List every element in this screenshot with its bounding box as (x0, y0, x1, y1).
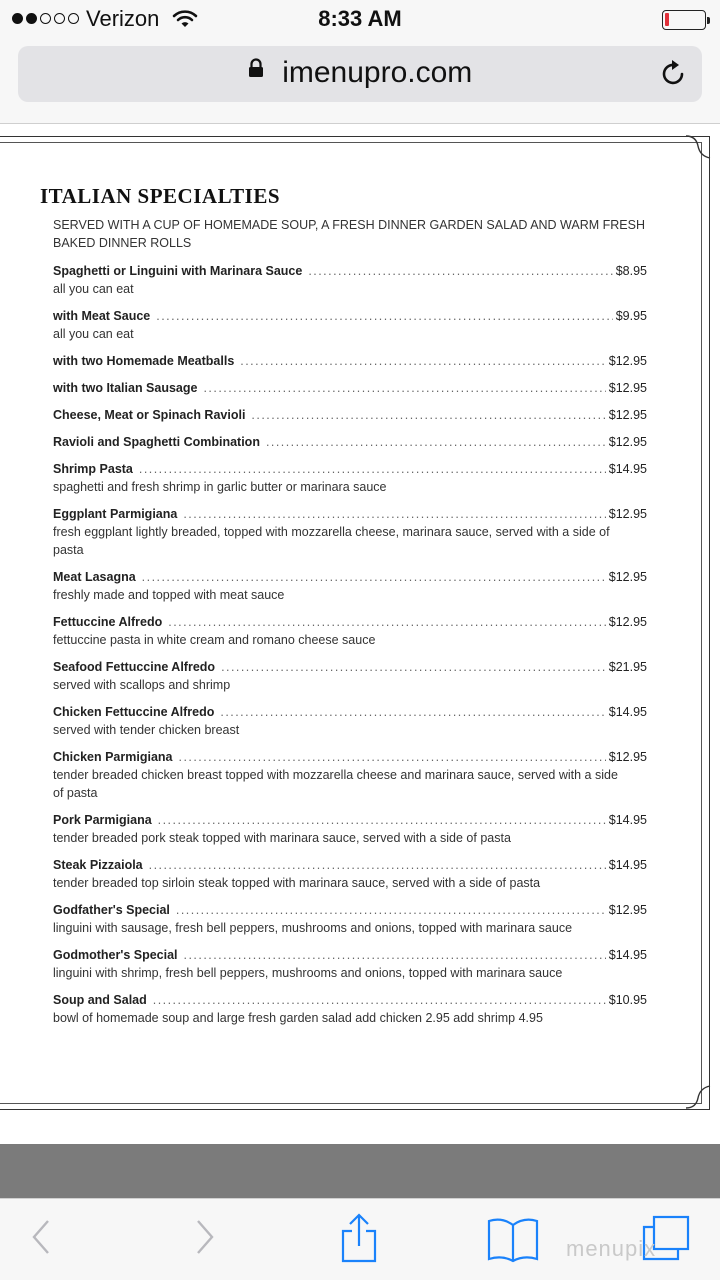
menu-item-row (53, 505, 647, 523)
menu-item-description: served with scallops and shrimp (53, 678, 231, 692)
menu-item-name: Pork Parmigiana (53, 813, 152, 827)
menu-item-name: Meat Lasagna (53, 570, 136, 584)
corner-ornament-bottom (684, 1082, 714, 1112)
menu-item-description: tender breaded pork steak topped with marinara sauce, served with a side of pasta (53, 831, 511, 845)
menu-item-row (53, 946, 647, 964)
menu-item-description: tender breaded top sirloin steak topped with marinara sauce, served with a side of pasta (53, 876, 541, 890)
menu-item-price: $14.95 (608, 813, 647, 827)
menu-item (53, 352, 647, 370)
menu-item-price: $21.95 (608, 660, 647, 674)
menu-item-name: Steak Pizzaiola (53, 858, 143, 872)
menu-item-price: $12.95 (608, 507, 647, 521)
menu-section-title: ITALIAN SPECIALTIES (40, 184, 281, 208)
menu-item-description: served with tender chicken breast (53, 723, 240, 737)
dot-leader (240, 352, 605, 370)
menu-item-name: Spaghetti or Linguini with Marinara Sauce (53, 264, 303, 278)
page-footer-band (0, 1144, 720, 1198)
menu-item-name: Ravioli and Spaghetti Combination (53, 435, 260, 449)
book-icon[interactable] (486, 1213, 540, 1270)
menu-item-price: $14.95 (608, 705, 647, 719)
menu-item-description: all you can eat (53, 282, 134, 296)
menu-item-name: Soup and Salad (53, 993, 147, 1007)
menu-item-price: $12.95 (608, 570, 647, 584)
lock-icon (248, 58, 264, 83)
menu-item-name: Chicken Fettuccine Alfredo (53, 705, 215, 719)
menu-item-name: Eggplant Parmigiana (53, 507, 178, 521)
chevron-right-icon[interactable] (190, 1213, 220, 1266)
status-time: 8:33 AM (318, 6, 402, 31)
menu-item-price: $10.95 (608, 993, 647, 1007)
menu-item-name: with Meat Sauce (53, 309, 151, 323)
battery-low-icon (662, 10, 706, 30)
menu-item-row (53, 856, 647, 874)
menu-item-name: Seafood Fettuccine Alfredo (53, 660, 216, 674)
menu-item-row (53, 307, 647, 325)
url-text[interactable]: imenupro.com (282, 56, 473, 89)
menu-item-price: $9.95 (615, 309, 647, 323)
address-bar[interactable] (18, 46, 702, 102)
menu-item-row (53, 379, 647, 397)
chevron-left-icon[interactable] (26, 1213, 56, 1266)
menu-item (53, 262, 647, 298)
menu-item (53, 460, 647, 496)
web-content[interactable] (0, 124, 720, 1144)
dot-leader (149, 856, 606, 874)
menu-item (53, 946, 647, 982)
menu-section-subtitle: SERVED WITH A CUP OF HOMEMADE SOUP, A FRESH DINNER GARDEN SALAD AND WARM FRESH BAKED DINNER ROLLS (53, 218, 646, 250)
menu-item-name: Godmother's Special (53, 948, 178, 962)
menu-item-price: $12.95 (608, 435, 647, 449)
menu-item-price: $12.95 (608, 903, 647, 917)
dot-leader (176, 901, 606, 919)
menu-item-description: linguini with shrimp, fresh bell peppers, mushrooms and onions, topped with marinara sauce (53, 966, 563, 980)
menu-item-description: spaghetti and fresh shrimp in garlic butter or marinara sauce (53, 480, 387, 494)
menu-item-row (53, 703, 647, 721)
menu-item-name: Fettuccine Alfredo (53, 615, 163, 629)
dot-leader (142, 568, 606, 586)
menu-item-name: Cheese, Meat or Spinach Ravioli (53, 408, 246, 422)
menu-item-description: bowl of homemade soup and large fresh garden salad add chicken 2.95 add shrimp 4.95 (53, 1011, 543, 1025)
menu-item-list (53, 262, 647, 1036)
menu-item-price: $12.95 (608, 750, 647, 764)
menu-item-name: with two Italian Sausage (53, 381, 198, 395)
menu-item-row (53, 460, 647, 478)
menu-item-name: with two Homemade Meatballs (53, 354, 235, 368)
menu-item (53, 613, 647, 649)
menu-item (53, 307, 647, 343)
dot-leader (251, 406, 605, 424)
menu-item-row (53, 613, 647, 631)
browser-top-bar (0, 40, 720, 124)
dot-leader (221, 658, 606, 676)
dot-leader (266, 433, 606, 451)
menu-item-row (53, 901, 647, 919)
dot-leader (153, 991, 606, 1009)
menu-item-name: Godfather's Special (53, 903, 170, 917)
menu-item-name: Shrimp Pasta (53, 462, 133, 476)
menu-item-row (53, 568, 647, 586)
menu-item-price: $14.95 (608, 858, 647, 872)
menu-item-description: linguini with sausage, fresh bell peppers, mushrooms and onions, topped with marinara sauce (53, 921, 573, 935)
menu-item (53, 811, 647, 847)
dot-leader (183, 505, 605, 523)
menu-item (53, 505, 647, 559)
dot-leader (308, 262, 612, 280)
menu-item-price: $12.95 (608, 408, 647, 422)
menu-item (53, 901, 647, 937)
menu-item-description: all you can eat (53, 327, 134, 341)
watermark: menupix (566, 1236, 657, 1261)
menu-item (53, 379, 647, 397)
menu-item (53, 991, 647, 1027)
menu-item-price: $8.95 (615, 264, 647, 278)
menu-item (53, 406, 647, 424)
menu-item-row (53, 748, 647, 766)
menu-item-row (53, 406, 647, 424)
menu-item-row (53, 352, 647, 370)
menu-item-description: fresh eggplant lightly breaded, topped with mozzarella cheese, marinara sauce, served with a side of pasta (53, 525, 610, 557)
dot-leader (203, 379, 605, 397)
menu-item-price: $14.95 (608, 948, 647, 962)
dot-leader (220, 703, 605, 721)
menu-item (53, 703, 647, 739)
menu-item-price: $12.95 (608, 615, 647, 629)
dot-leader (156, 307, 612, 325)
menu-item-name: Chicken Parmigiana (53, 750, 173, 764)
menu-item-row (53, 991, 647, 1009)
menu-item-description: tender breaded chicken breast topped with mozzarella cheese and marinara sauce, served with a side of pasta (53, 768, 618, 800)
share-icon[interactable] (338, 1213, 380, 1270)
menu-item-row (53, 658, 647, 676)
menu-item (53, 856, 647, 892)
menu-item-price: $12.95 (608, 381, 647, 395)
menu-item (53, 433, 647, 451)
menu-item (53, 568, 647, 604)
dot-leader (168, 613, 605, 631)
menu-item-description: fettuccine pasta in white cream and romano cheese sauce (53, 633, 376, 647)
dot-leader (179, 748, 606, 766)
menu-item-price: $14.95 (608, 462, 647, 476)
corner-ornament-top (684, 132, 714, 162)
menu-item-price: $12.95 (608, 354, 647, 368)
menu-item (53, 748, 647, 802)
menu-item (53, 658, 647, 694)
menu-item-description: freshly made and topped with meat sauce (53, 588, 285, 602)
dot-leader (158, 811, 606, 829)
menu-item-row (53, 811, 647, 829)
status-bar (0, 0, 720, 40)
menu-item-row (53, 262, 647, 280)
reload-icon[interactable] (660, 58, 688, 93)
menu-item-row (53, 433, 647, 451)
carrier-name: Verizon (86, 6, 160, 31)
dot-leader (184, 946, 606, 964)
dot-leader (139, 460, 606, 478)
